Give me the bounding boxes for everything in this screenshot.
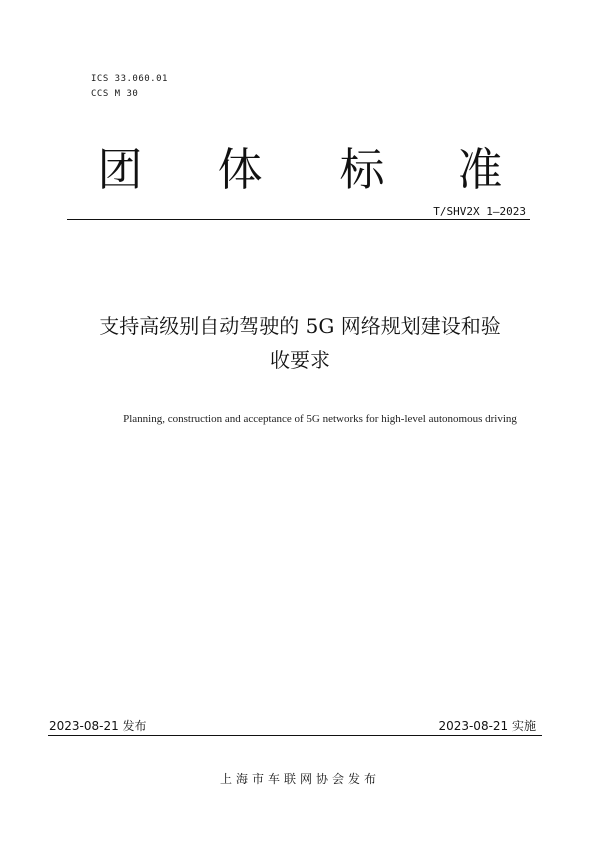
title-character-3: 标 [339, 143, 385, 196]
title-character-1: 团 [97, 143, 143, 196]
chinese-title [50, 309, 550, 377]
implementation-date: 2023-08-21 实施 [438, 719, 536, 733]
ics-code: ICS 33.060.01 [91, 74, 168, 84]
bottom-divider [48, 735, 542, 736]
classification-codes [91, 72, 168, 102]
ccs-code: CCS M 30 [91, 89, 139, 99]
standard-number: T/SHV2X 1—2023 [433, 205, 526, 218]
chinese-title-line-1: 支持高级别自动驾驶的 5G 网络规划建设和验 [99, 314, 501, 338]
main-title [90, 140, 520, 200]
publisher: 上海市车联网协会发布 [219, 772, 380, 786]
title-character-2: 体 [217, 143, 263, 196]
title-character-4: 准 [457, 143, 503, 196]
english-title: Planning, construction and acceptance of 5G networks for high-level autonomous driving [123, 413, 517, 425]
top-divider [67, 219, 530, 220]
release-date: 2023-08-21 发布 [49, 719, 147, 733]
chinese-title-line-2: 收要求 [270, 348, 330, 372]
